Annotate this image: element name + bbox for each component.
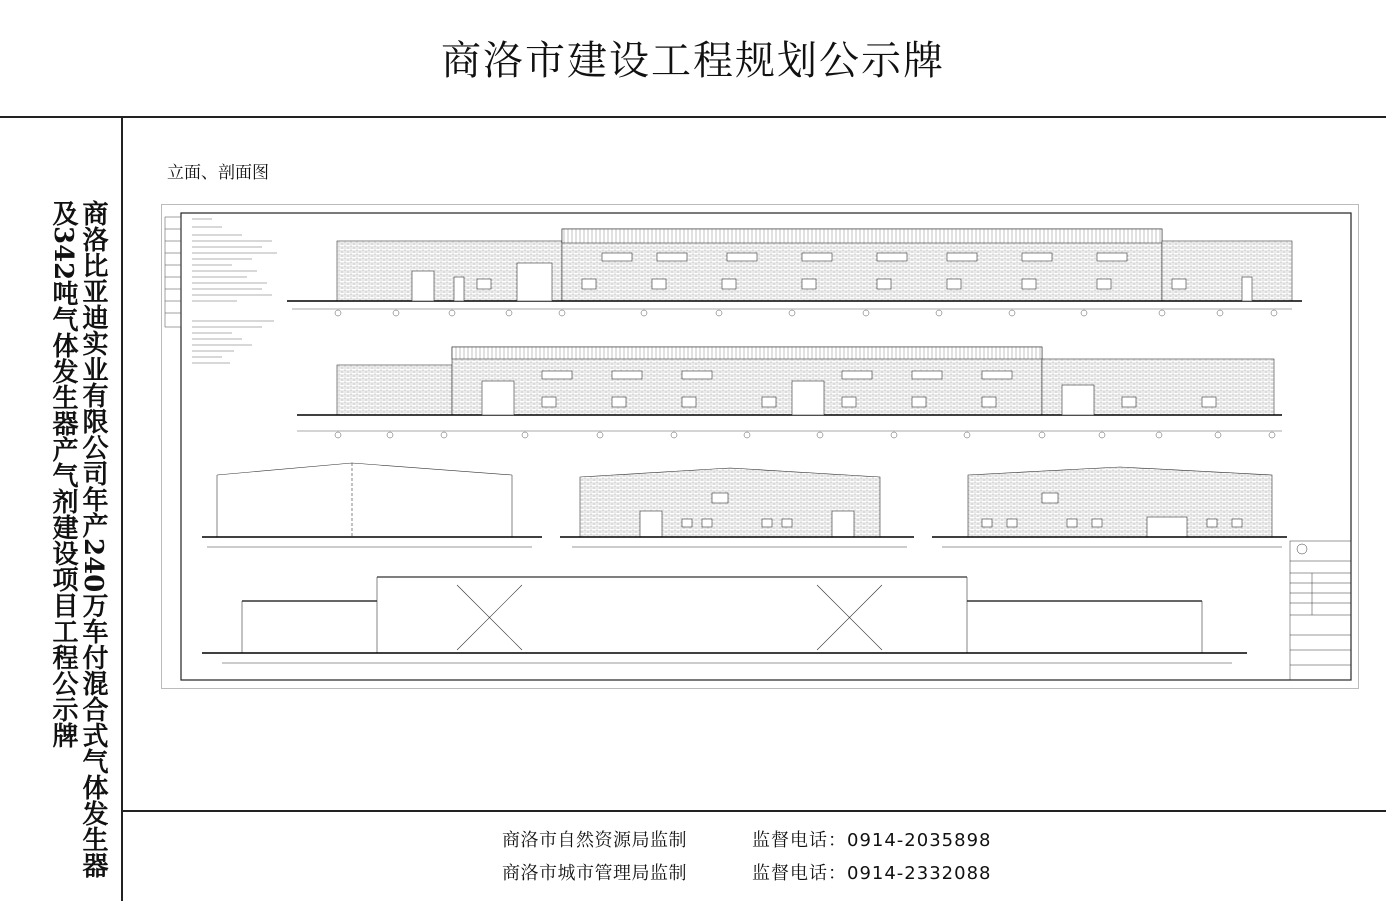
header-divider — [0, 116, 1386, 118]
design-notes — [192, 219, 277, 363]
footer-phone-1: 监督电话：0914-2035898 — [752, 830, 992, 851]
elevation-2-axis — [297, 431, 1282, 438]
section-label: 立面、剖面图 — [167, 163, 269, 183]
page-title: 商洛市建设工程规划公示牌 — [441, 38, 945, 84]
cad-drawing-sheet — [162, 205, 1358, 688]
elevation-section-drawing — [161, 204, 1359, 689]
elevation-1-axis — [292, 309, 1292, 316]
elevation-4 — [932, 467, 1287, 547]
footer-authority-1: 商洛市自然资源局监制 — [502, 830, 687, 851]
elevation-2 — [297, 347, 1282, 415]
elevation-1 — [287, 229, 1302, 301]
footer-authority-2: 商洛市城市管理局监制 — [502, 863, 687, 884]
footer-phone-2: 监督电话：0914-2332088 — [752, 863, 992, 884]
project-title-line-2: 及342吨气体发生器产气剂建设项目工程公示牌 — [48, 200, 78, 749]
section-long — [202, 577, 1247, 663]
section-small — [202, 463, 542, 547]
sidebar-divider — [121, 116, 123, 901]
revision-table — [165, 217, 181, 327]
title-block — [1290, 541, 1351, 680]
project-title-line-1: 商洛比亚迪实业有限公司年产240万车付混合式气体发生器 — [78, 200, 108, 879]
elevation-3 — [560, 468, 914, 547]
footer-divider — [123, 810, 1386, 812]
